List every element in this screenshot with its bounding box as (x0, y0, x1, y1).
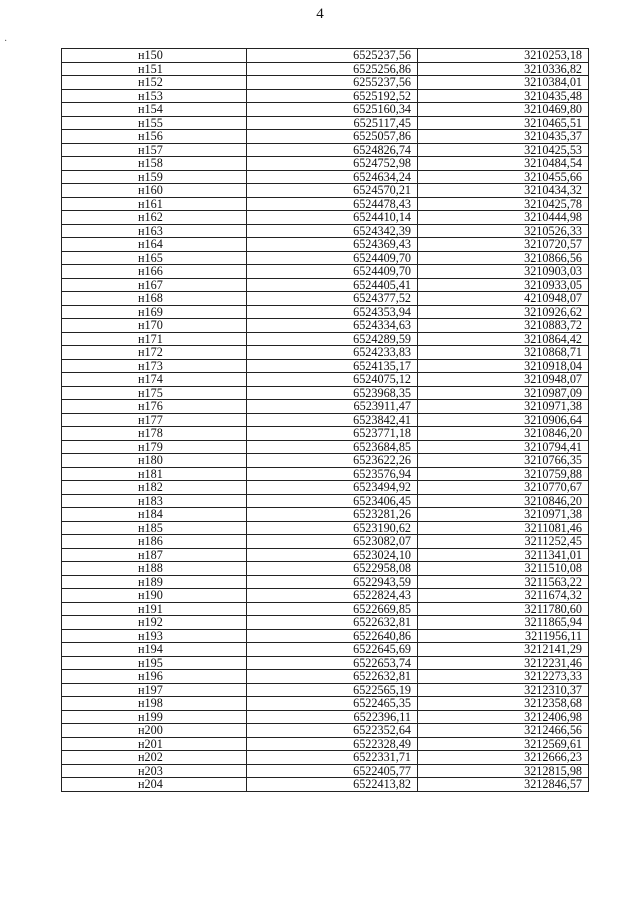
point-name-cell: н172 (62, 346, 247, 360)
table-row (62, 575, 589, 589)
point-name-cell: н160 (62, 184, 247, 198)
y-coordinate-cell: 3212310,37 (418, 683, 589, 697)
point-name-cell: н200 (62, 724, 247, 738)
y-coordinate-cell: 3211252,45 (418, 535, 589, 549)
x-coordinate-cell: 6522328,49 (247, 737, 418, 751)
x-coordinate-cell: 6524377,52 (247, 292, 418, 306)
point-name-cell: н194 (62, 643, 247, 657)
table-row (62, 454, 589, 468)
y-coordinate-cell: 4210948,07 (418, 292, 589, 306)
y-coordinate-cell: 3210883,72 (418, 319, 589, 333)
point-name-cell: н186 (62, 535, 247, 549)
table-row (62, 130, 589, 144)
table-row (62, 184, 589, 198)
y-coordinate-cell: 3210759,88 (418, 467, 589, 481)
point-name-cell: н157 (62, 143, 247, 157)
y-coordinate-cell: 3210971,38 (418, 508, 589, 522)
y-coordinate-cell: 3210766,35 (418, 454, 589, 468)
x-coordinate-cell: 6523911,47 (247, 400, 418, 414)
x-coordinate-cell: 6525256,86 (247, 62, 418, 76)
table-row (62, 656, 589, 670)
y-coordinate-cell: 3210720,57 (418, 238, 589, 252)
point-name-cell: н159 (62, 170, 247, 184)
x-coordinate-cell: 6523684,85 (247, 440, 418, 454)
point-name-cell: н164 (62, 238, 247, 252)
table-row (62, 548, 589, 562)
y-coordinate-cell: 3210253,18 (418, 49, 589, 63)
coordinates-table-body (62, 49, 589, 792)
table-row (62, 211, 589, 225)
y-coordinate-cell: 3210903,03 (418, 265, 589, 279)
table-row (62, 602, 589, 616)
x-coordinate-cell: 6525160,34 (247, 103, 418, 117)
point-name-cell: н162 (62, 211, 247, 225)
table-row (62, 629, 589, 643)
point-name-cell: н180 (62, 454, 247, 468)
x-coordinate-cell: 6525057,86 (247, 130, 418, 144)
y-coordinate-cell: 3210469,80 (418, 103, 589, 117)
table-row (62, 265, 589, 279)
x-coordinate-cell: 6522645,69 (247, 643, 418, 657)
point-name-cell: н176 (62, 400, 247, 414)
table-row (62, 616, 589, 630)
table-row (62, 346, 589, 360)
x-coordinate-cell: 6525237,56 (247, 49, 418, 63)
x-coordinate-cell: 6524826,74 (247, 143, 418, 157)
x-coordinate-cell: 6523281,26 (247, 508, 418, 522)
table-row (62, 562, 589, 576)
y-coordinate-cell: 3210846,20 (418, 494, 589, 508)
table-row (62, 467, 589, 481)
y-coordinate-cell: 3212466,56 (418, 724, 589, 738)
table-row (62, 103, 589, 117)
x-coordinate-cell: 6523968,35 (247, 386, 418, 400)
table-row (62, 764, 589, 778)
y-coordinate-cell: 3212815,98 (418, 764, 589, 778)
table-row (62, 427, 589, 441)
y-coordinate-cell: 3210465,51 (418, 116, 589, 130)
x-coordinate-cell: 6255237,56 (247, 76, 418, 90)
x-coordinate-cell: 6522640,86 (247, 629, 418, 643)
point-name-cell: н185 (62, 521, 247, 535)
x-coordinate-cell: 6524075,12 (247, 373, 418, 387)
table-row (62, 251, 589, 265)
point-name-cell: н178 (62, 427, 247, 441)
point-name-cell: н196 (62, 670, 247, 684)
y-coordinate-cell: 3212141,29 (418, 643, 589, 657)
x-coordinate-cell: 6523771,18 (247, 427, 418, 441)
x-coordinate-cell: 6522669,85 (247, 602, 418, 616)
table-row (62, 143, 589, 157)
y-coordinate-cell: 3210933,05 (418, 278, 589, 292)
x-coordinate-cell: 6522352,64 (247, 724, 418, 738)
y-coordinate-cell: 3211956,11 (418, 629, 589, 643)
y-coordinate-cell: 3212231,46 (418, 656, 589, 670)
point-name-cell: н195 (62, 656, 247, 670)
table-row (62, 737, 589, 751)
table-row (62, 332, 589, 346)
x-coordinate-cell: 6524289,59 (247, 332, 418, 346)
x-coordinate-cell: 6522632,81 (247, 616, 418, 630)
x-coordinate-cell: 6523190,62 (247, 521, 418, 535)
x-coordinate-cell: 6523842,41 (247, 413, 418, 427)
y-coordinate-cell: 3210971,38 (418, 400, 589, 414)
x-coordinate-cell: 6524409,70 (247, 251, 418, 265)
y-coordinate-cell: 3210864,42 (418, 332, 589, 346)
point-name-cell: н179 (62, 440, 247, 454)
table-row (62, 197, 589, 211)
point-name-cell: н163 (62, 224, 247, 238)
point-name-cell: н165 (62, 251, 247, 265)
x-coordinate-cell: 6523082,07 (247, 535, 418, 549)
point-name-cell: н170 (62, 319, 247, 333)
point-name-cell: н187 (62, 548, 247, 562)
table-row (62, 481, 589, 495)
point-name-cell: н204 (62, 778, 247, 792)
table-row (62, 400, 589, 414)
x-coordinate-cell: 6525192,52 (247, 89, 418, 103)
point-name-cell: н169 (62, 305, 247, 319)
table-row (62, 49, 589, 63)
table-row (62, 413, 589, 427)
point-name-cell: н168 (62, 292, 247, 306)
y-coordinate-cell: 3210526,33 (418, 224, 589, 238)
y-coordinate-cell: 3210384,01 (418, 76, 589, 90)
table-row (62, 157, 589, 171)
point-name-cell: н166 (62, 265, 247, 279)
y-coordinate-cell: 3210435,48 (418, 89, 589, 103)
point-name-cell: н177 (62, 413, 247, 427)
y-coordinate-cell: 3210425,78 (418, 197, 589, 211)
point-name-cell: н184 (62, 508, 247, 522)
x-coordinate-cell: 6522465,35 (247, 697, 418, 711)
y-coordinate-cell: 3210770,67 (418, 481, 589, 495)
table-row (62, 710, 589, 724)
x-coordinate-cell: 6523024,10 (247, 548, 418, 562)
x-coordinate-cell: 6522405,77 (247, 764, 418, 778)
point-name-cell: н189 (62, 575, 247, 589)
table-row (62, 278, 589, 292)
x-coordinate-cell: 6524570,21 (247, 184, 418, 198)
x-coordinate-cell: 6524353,94 (247, 305, 418, 319)
scan-dot: · (4, 36, 8, 47)
table-row (62, 62, 589, 76)
table-row (62, 697, 589, 711)
y-coordinate-cell: 3210868,71 (418, 346, 589, 360)
point-name-cell: н192 (62, 616, 247, 630)
point-name-cell: н158 (62, 157, 247, 171)
table-row (62, 305, 589, 319)
x-coordinate-cell: 6523406,45 (247, 494, 418, 508)
y-coordinate-cell: 3212846,57 (418, 778, 589, 792)
y-coordinate-cell: 3210336,82 (418, 62, 589, 76)
table-row (62, 670, 589, 684)
y-coordinate-cell: 3210987,09 (418, 386, 589, 400)
x-coordinate-cell: 6524233,83 (247, 346, 418, 360)
x-coordinate-cell: 6522824,43 (247, 589, 418, 603)
x-coordinate-cell: 6523576,94 (247, 467, 418, 481)
y-coordinate-cell: 3210918,04 (418, 359, 589, 373)
x-coordinate-cell: 6522331,71 (247, 751, 418, 765)
y-coordinate-cell: 3211081,46 (418, 521, 589, 535)
table-row (62, 292, 589, 306)
point-name-cell: н167 (62, 278, 247, 292)
x-coordinate-cell: 6524342,39 (247, 224, 418, 238)
point-name-cell: н173 (62, 359, 247, 373)
y-coordinate-cell: 3211341,01 (418, 548, 589, 562)
point-name-cell: н191 (62, 602, 247, 616)
point-name-cell: н181 (62, 467, 247, 481)
y-coordinate-cell: 3211780,60 (418, 602, 589, 616)
point-name-cell: н190 (62, 589, 247, 603)
y-coordinate-cell: 3212273,33 (418, 670, 589, 684)
coordinates-table (61, 48, 589, 792)
point-name-cell: н198 (62, 697, 247, 711)
point-name-cell: н153 (62, 89, 247, 103)
point-name-cell: н199 (62, 710, 247, 724)
table-row (62, 224, 589, 238)
table-row (62, 521, 589, 535)
x-coordinate-cell: 6522958,08 (247, 562, 418, 576)
x-coordinate-cell: 6524334,63 (247, 319, 418, 333)
table-row (62, 589, 589, 603)
y-coordinate-cell: 3211674,32 (418, 589, 589, 603)
x-coordinate-cell: 6524634,24 (247, 170, 418, 184)
x-coordinate-cell: 6524752,98 (247, 157, 418, 171)
y-coordinate-cell: 3212666,23 (418, 751, 589, 765)
x-coordinate-cell: 6522396,11 (247, 710, 418, 724)
table-row (62, 238, 589, 252)
table-row (62, 508, 589, 522)
table-row (62, 373, 589, 387)
table-row (62, 359, 589, 373)
table-row (62, 76, 589, 90)
point-name-cell: н182 (62, 481, 247, 495)
y-coordinate-cell: 3211865,94 (418, 616, 589, 630)
x-coordinate-cell: 6522943,59 (247, 575, 418, 589)
y-coordinate-cell: 3211563,22 (418, 575, 589, 589)
table-row (62, 643, 589, 657)
table-row (62, 170, 589, 184)
point-name-cell: н174 (62, 373, 247, 387)
x-coordinate-cell: 6522413,82 (247, 778, 418, 792)
table-row (62, 89, 589, 103)
x-coordinate-cell: 6522632,81 (247, 670, 418, 684)
table-row (62, 440, 589, 454)
x-coordinate-cell: 6524410,14 (247, 211, 418, 225)
x-coordinate-cell: 6524405,41 (247, 278, 418, 292)
table-row (62, 386, 589, 400)
y-coordinate-cell: 3210846,20 (418, 427, 589, 441)
x-coordinate-cell: 6522565,19 (247, 683, 418, 697)
table-row (62, 683, 589, 697)
point-name-cell: н155 (62, 116, 247, 130)
y-coordinate-cell: 3210948,07 (418, 373, 589, 387)
table-row (62, 778, 589, 792)
y-coordinate-cell: 3212358,68 (418, 697, 589, 711)
y-coordinate-cell: 3210434,32 (418, 184, 589, 198)
y-coordinate-cell: 3211510,08 (418, 562, 589, 576)
point-name-cell: н161 (62, 197, 247, 211)
y-coordinate-cell: 3210455,66 (418, 170, 589, 184)
x-coordinate-cell: 6524478,43 (247, 197, 418, 211)
x-coordinate-cell: 6523494,92 (247, 481, 418, 495)
point-name-cell: н171 (62, 332, 247, 346)
y-coordinate-cell: 3210425,53 (418, 143, 589, 157)
x-coordinate-cell: 6525117,45 (247, 116, 418, 130)
table-row (62, 116, 589, 130)
y-coordinate-cell: 3210926,62 (418, 305, 589, 319)
point-name-cell: н203 (62, 764, 247, 778)
x-coordinate-cell: 6522653,74 (247, 656, 418, 670)
point-name-cell: н197 (62, 683, 247, 697)
point-name-cell: н151 (62, 62, 247, 76)
point-name-cell: н150 (62, 49, 247, 63)
point-name-cell: н154 (62, 103, 247, 117)
y-coordinate-cell: 3212406,98 (418, 710, 589, 724)
y-coordinate-cell: 3212569,61 (418, 737, 589, 751)
point-name-cell: н183 (62, 494, 247, 508)
point-name-cell: н193 (62, 629, 247, 643)
y-coordinate-cell: 3210906,64 (418, 413, 589, 427)
point-name-cell: н202 (62, 751, 247, 765)
x-coordinate-cell: 6524135,17 (247, 359, 418, 373)
y-coordinate-cell: 3210484,54 (418, 157, 589, 171)
x-coordinate-cell: 6524409,70 (247, 265, 418, 279)
table-row (62, 494, 589, 508)
y-coordinate-cell: 3210866,56 (418, 251, 589, 265)
point-name-cell: н152 (62, 76, 247, 90)
point-name-cell: н156 (62, 130, 247, 144)
point-name-cell: н188 (62, 562, 247, 576)
y-coordinate-cell: 3210794,41 (418, 440, 589, 454)
table-row (62, 724, 589, 738)
table-row (62, 751, 589, 765)
page-number: 4 (316, 6, 324, 22)
point-name-cell: н175 (62, 386, 247, 400)
point-name-cell: н201 (62, 737, 247, 751)
table-row (62, 319, 589, 333)
x-coordinate-cell: 6524369,43 (247, 238, 418, 252)
table-row (62, 535, 589, 549)
y-coordinate-cell: 3210444,98 (418, 211, 589, 225)
y-coordinate-cell: 3210435,37 (418, 130, 589, 144)
x-coordinate-cell: 6523622,26 (247, 454, 418, 468)
